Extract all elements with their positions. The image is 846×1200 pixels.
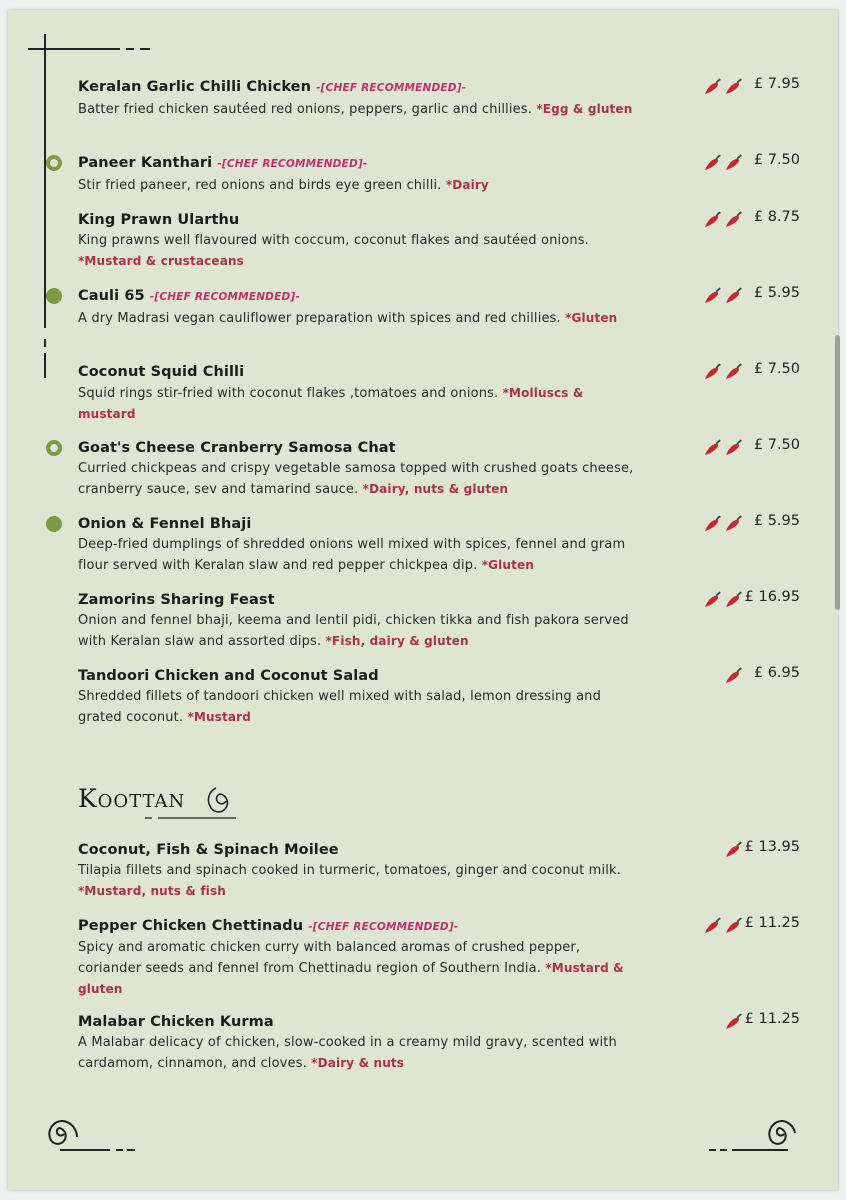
chilli-icon bbox=[703, 78, 723, 100]
item-description: Tilapia fillets and spinach cooked in turmeric, tomatoes, ginger and coconut milk. bbox=[78, 863, 621, 878]
item-price: £ 7.95 bbox=[753, 76, 800, 92]
allergen-info: *Gluten bbox=[481, 558, 534, 572]
chilli-icon bbox=[703, 287, 723, 309]
item-price: £ 6.95 bbox=[753, 665, 800, 681]
chilli-icon bbox=[724, 439, 744, 461]
item-description: Spicy and aromatic chicken curry with balanced aromas of crushed pepper, coriander seeds and fennel from Chettinadu region of Southern India. bbox=[78, 940, 581, 976]
item-price: £ 11.25 bbox=[744, 915, 800, 931]
item-description: A Malabar delicacy of chicken, slow-cooked in a creamy mild gravy, scented with cardamom, cinnamon, and cloves. bbox=[78, 1035, 617, 1071]
item-name: Zamorins Sharing Feast bbox=[78, 592, 275, 608]
item-name: Keralan Garlic Chilli Chicken bbox=[78, 79, 312, 95]
item-description: A dry Madrasi vegan cauliflower preparation with spices and red chillies. bbox=[78, 311, 561, 326]
item-name: Paneer Kanthari bbox=[78, 155, 213, 171]
spice-level bbox=[703, 154, 744, 176]
item-description: Batter fried chicken sautéed red onions, peppers, garlic and chillies. bbox=[78, 102, 533, 117]
veg-indicator-icon bbox=[46, 440, 62, 456]
chilli-icon bbox=[703, 211, 723, 233]
spice-level bbox=[724, 841, 744, 863]
spice-level bbox=[703, 78, 744, 100]
menu-item bbox=[78, 515, 638, 576]
chef-recommended-badge: -[CHEF RECOMMENDED]- bbox=[217, 158, 368, 170]
veg-indicator-icon bbox=[46, 288, 62, 304]
chilli-icon bbox=[724, 841, 744, 863]
spice-level bbox=[703, 439, 744, 461]
chilli-icon bbox=[724, 211, 744, 233]
item-description: King prawns well flavoured with coccum, coconut flakes and sautéed onions. bbox=[78, 233, 589, 248]
menu-item bbox=[78, 1013, 638, 1074]
item-name: Coconut Squid Chilli bbox=[78, 364, 245, 380]
veg-indicator-icon bbox=[46, 516, 62, 532]
item-description: Deep-fried dumplings of shredded onions well mixed with spices, fennel and gram flour served with Keralan slaw and red pepper chickpea dip. bbox=[78, 537, 626, 573]
chilli-icon bbox=[703, 917, 723, 939]
chilli-icon bbox=[724, 287, 744, 309]
chef-recommended-badge: -[CHEF RECOMMENDED]- bbox=[149, 291, 300, 303]
allergen-info: *Mustard bbox=[187, 710, 251, 724]
chef-recommended-badge: -[CHEF RECOMMENDED]- bbox=[308, 921, 459, 933]
item-price: £ 16.95 bbox=[744, 589, 800, 605]
allergen-info: *Dairy & nuts bbox=[311, 1056, 405, 1070]
chef-recommended-badge: -[CHEF RECOMMENDED]- bbox=[316, 82, 467, 94]
menu-item bbox=[78, 439, 638, 500]
item-price: £ 5.95 bbox=[753, 513, 800, 529]
allergen-info: *Mustard, nuts & fish bbox=[78, 884, 226, 898]
item-description: Stir fried paneer, red onions and birds eye green chilli. bbox=[78, 178, 442, 193]
scrollbar[interactable] bbox=[835, 335, 840, 610]
item-name: Coconut, Fish & Spinach Moilee bbox=[78, 842, 339, 858]
item-description: Curried chickpeas and crispy vegetable samosa topped with crushed goats cheese, cranberry sauce, sev and tamarind sauce. bbox=[78, 461, 634, 497]
item-price: £ 11.25 bbox=[744, 1011, 800, 1027]
spice-level bbox=[703, 591, 744, 613]
chilli-icon bbox=[703, 154, 723, 176]
item-price: £ 5.95 bbox=[753, 285, 800, 301]
chilli-icon bbox=[724, 591, 744, 613]
item-description: Shredded fillets of tandoori chicken well mixed with salad, lemon dressing and grated coconut. bbox=[78, 689, 601, 725]
allergen-info: *Dairy, nuts & gluten bbox=[362, 482, 509, 496]
allergen-info: *Gluten bbox=[565, 311, 618, 325]
chilli-icon bbox=[703, 591, 723, 613]
allergen-info: *Mustard & gluten bbox=[78, 961, 624, 996]
menu-item bbox=[78, 154, 638, 196]
spice-level bbox=[703, 917, 744, 939]
chilli-icon bbox=[703, 363, 723, 385]
allergen-info: *Mustard & crustaceans bbox=[78, 254, 244, 268]
item-name: Cauli 65 bbox=[78, 288, 145, 304]
menu-item bbox=[78, 917, 638, 1000]
chilli-icon bbox=[703, 439, 723, 461]
menu-item bbox=[78, 78, 638, 120]
allergen-info: *Molluscs & mustard bbox=[78, 386, 584, 421]
allergen-info: *Dairy bbox=[445, 178, 489, 192]
item-description: Squid rings stir-fried with coconut flakes ,tomatoes and onions. bbox=[78, 386, 499, 401]
item-name: Malabar Chicken Kurma bbox=[78, 1014, 274, 1030]
item-name: Pepper Chicken Chettinadu bbox=[78, 918, 304, 934]
item-name: King Prawn Ularthu bbox=[78, 212, 240, 228]
allergen-info: *Fish, dairy & gluten bbox=[325, 634, 469, 648]
item-price: £ 8.75 bbox=[753, 209, 800, 225]
item-price: £ 7.50 bbox=[753, 437, 800, 453]
allergen-info: *Egg & gluten bbox=[536, 102, 633, 116]
menu-item bbox=[78, 363, 638, 425]
chilli-icon bbox=[724, 363, 744, 385]
chilli-icon bbox=[724, 154, 744, 176]
item-price: £ 7.50 bbox=[753, 361, 800, 377]
item-name: Goat's Cheese Cranberry Samosa Chat bbox=[78, 440, 396, 456]
item-price: £ 7.50 bbox=[753, 152, 800, 168]
spice-level bbox=[703, 515, 744, 537]
chilli-icon bbox=[724, 917, 744, 939]
menu-page bbox=[8, 10, 838, 1190]
spice-level bbox=[703, 287, 744, 309]
veg-indicator-icon bbox=[46, 155, 62, 171]
menu-item bbox=[78, 287, 638, 329]
menu-item bbox=[78, 211, 638, 272]
spice-level bbox=[703, 363, 744, 385]
item-description: Onion and fennel bhaji, keema and lentil pidi, chicken tikka and fish pakora served with Keralan slaw and assorted dips. bbox=[78, 613, 629, 649]
chilli-icon bbox=[724, 1013, 744, 1035]
spice-level bbox=[724, 667, 744, 689]
item-name: Tandoori Chicken and Coconut Salad bbox=[78, 668, 379, 684]
menu-item bbox=[78, 591, 638, 652]
chilli-icon bbox=[724, 667, 744, 689]
section-title-koottan: Koottan bbox=[78, 784, 186, 813]
menu-item bbox=[78, 667, 638, 728]
chilli-icon bbox=[724, 78, 744, 100]
item-price: £ 13.95 bbox=[744, 839, 800, 855]
menu-item bbox=[78, 841, 638, 902]
chilli-icon bbox=[703, 515, 723, 537]
item-name: Onion & Fennel Bhaji bbox=[78, 516, 252, 532]
spice-level bbox=[724, 1013, 744, 1035]
chilli-icon bbox=[724, 515, 744, 537]
spice-level bbox=[703, 211, 744, 233]
